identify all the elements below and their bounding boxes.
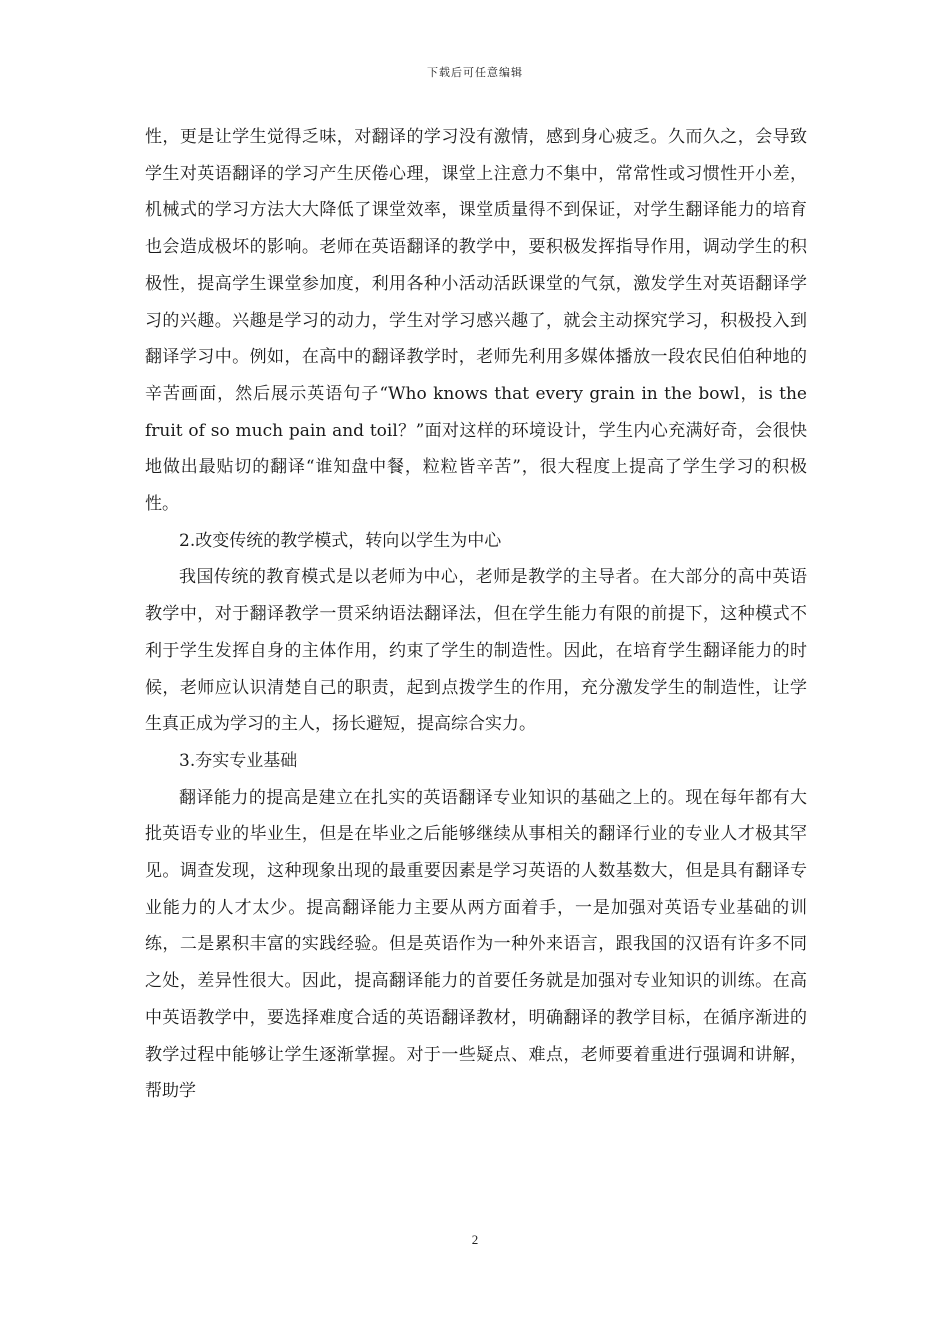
document-body xyxy=(145,119,807,1110)
page-number: 2 xyxy=(471,1232,479,1247)
page-header: 下载后可任意编辑 xyxy=(427,66,523,79)
paragraph-section-3: 翻译能力的提高是建立在扎实的英语翻译专业知识的基础之上的。现在每年都有大批英语专业的毕业生，但是在毕业之后能够继续从事相关的翻译行业的专业人才极其罕见。调查发现，这种现象出现的最重要因素是学习英语的人数基数大，但是具有翻译专业能力的人才太少。提高翻译能力主要从两方面着手，一是加强对英语专业基础的训练，二是累积丰富的实践经验。但是英语作为一种外来语言，跟我国的汉语有许多不同之处，差异性很大。因此，提高翻译能力的首要任务就是加强对专业知识的训练。在高中英语教学中，要选择难度合适的英语翻译教材，明确翻译的教学目标，在循序渐进的教学过程中能够让学生逐渐掌握。对于一些疑点、难点，老师要着重进行强调和讲解，帮助学 xyxy=(145,787,807,1102)
section-heading-2: 2.改变传统的教学模式，转向以学生为中心 xyxy=(179,530,502,551)
paragraph-continuation: 性，更是让学生觉得乏味，对翻译的学习没有激情，感到身心疲乏。久而久之，会导致学生对英语翻译的学习产生厌倦心理，课堂上注意力不集中，常常性或习惯性开小差，机械式的学习方法大大降低了课堂效率，课堂质量得不到保证，对学生翻译能力的培育也会造成极坏的影响。老师在英语翻译的教学中，要积极发挥指导作用，调动学生的积极性，提高学生课堂参加度，利用各种小活动活跃课堂的气氛，激发学生对英语翻译学习的兴趣。兴趣是学习的动力，学生对学习感兴趣了，就会主动探究学习，积极投入到翻译学习中。例如，在高中的翻译教学时，老师先利用多媒体播放一段农民伯伯种地的辛苦画面，然后展示英语句子“Who knows that every grain in the bowl，is the fruit of so much pain and toil？”面对这样的环境设计，学生内心充满好奇，会很快地做出最贴切的翻译“谁知盘中餐，粒粒皆辛苦”，很大程度上提高了学生学习的积极性。 xyxy=(145,127,807,515)
paragraph-section-2: 我国传统的教育模式是以老师为中心，老师是教学的主导者。在大部分的高中英语教学中，对于翻译教学一贯采纳语法翻译法，但在学生能力有限的前提下，这种模式不利于学生发挥自身的主体作用，约束了学生的制造性。因此，在培育学生翻译能力的时候，老师应认识清楚自己的职责，起到点拨学生的作用，充分激发学生的制造性，让学生真正成为学习的主人，扬长避短，提高综合实力。 xyxy=(145,567,807,735)
section-heading-3: 3.夯实专业基础 xyxy=(179,750,298,771)
